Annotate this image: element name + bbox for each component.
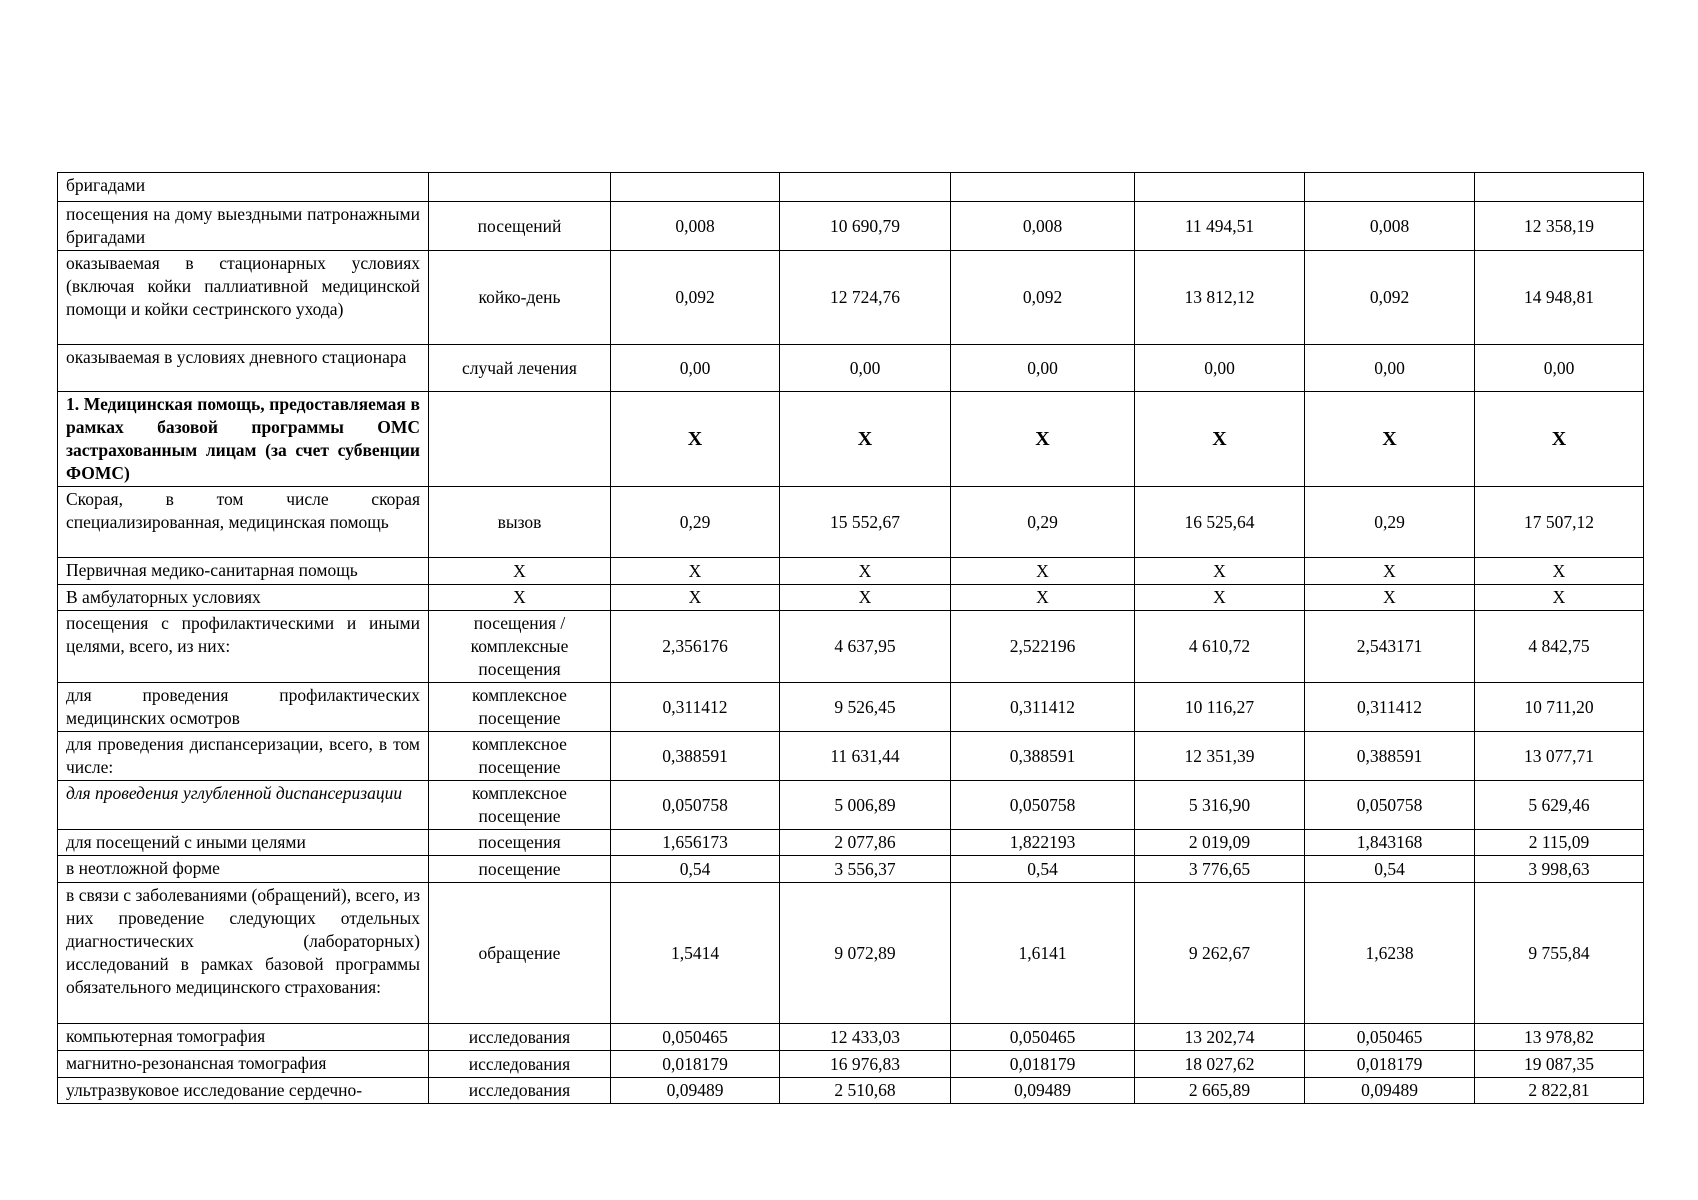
row-name-cell: оказываемая в условиях дневного стационара bbox=[58, 345, 429, 392]
row-value-cell: X bbox=[951, 392, 1135, 487]
row-value-cell: 0,09489 bbox=[1305, 1078, 1475, 1104]
table-row bbox=[58, 585, 1644, 611]
row-unit-cell: посещения / комплексные посещения bbox=[429, 611, 611, 683]
row-value-cell: 5 629,46 bbox=[1475, 781, 1644, 830]
row-value-cell bbox=[1475, 173, 1644, 202]
row-value-cell: 10 116,27 bbox=[1135, 683, 1305, 732]
row-value-cell: 5 316,90 bbox=[1135, 781, 1305, 830]
row-value-cell: 3 998,63 bbox=[1475, 856, 1644, 883]
row-value-cell: 2,356176 bbox=[611, 611, 780, 683]
row-value-cell: 1,5414 bbox=[611, 883, 780, 1024]
row-name-cell: для проведения диспансеризации, всего, в том числе: bbox=[58, 732, 429, 781]
row-unit-cell: посещений bbox=[429, 202, 611, 251]
row-value-cell: 11 494,51 bbox=[1135, 202, 1305, 251]
row-value-cell: 9 262,67 bbox=[1135, 883, 1305, 1024]
row-value-cell: 16 525,64 bbox=[1135, 487, 1305, 558]
row-unit-cell: комплексное посещение bbox=[429, 683, 611, 732]
row-value-cell: 0,050465 bbox=[1305, 1024, 1475, 1051]
row-value-cell: 3 776,65 bbox=[1135, 856, 1305, 883]
table-row bbox=[58, 883, 1644, 1024]
row-value-cell: X bbox=[611, 392, 780, 487]
row-value-cell: X bbox=[1305, 392, 1475, 487]
row-unit-cell: случай лечения bbox=[429, 345, 611, 392]
row-value-cell: 0,388591 bbox=[1305, 732, 1475, 781]
row-unit-cell: исследования bbox=[429, 1024, 611, 1051]
row-name-cell: для проведения профилактических медицинских осмотров bbox=[58, 683, 429, 732]
table-row bbox=[58, 781, 1644, 830]
row-value-cell: 0,00 bbox=[611, 345, 780, 392]
row-value-cell: 0,54 bbox=[1305, 856, 1475, 883]
row-value-cell: 0,311412 bbox=[951, 683, 1135, 732]
row-unit-cell: посещения bbox=[429, 830, 611, 856]
row-name-cell: бригадами bbox=[58, 173, 429, 202]
table-row bbox=[58, 558, 1644, 585]
row-value-cell bbox=[1135, 173, 1305, 202]
row-value-cell: X bbox=[1305, 558, 1475, 585]
row-value-cell: 0,00 bbox=[951, 345, 1135, 392]
row-name-cell: в неотложной форме bbox=[58, 856, 429, 883]
row-value-cell: X bbox=[611, 558, 780, 585]
row-value-cell: 1,6238 bbox=[1305, 883, 1475, 1024]
table-row bbox=[58, 392, 1644, 487]
table-row bbox=[58, 1024, 1644, 1051]
row-value-cell bbox=[1305, 173, 1475, 202]
row-value-cell: 0,00 bbox=[1475, 345, 1644, 392]
row-value-cell: 0,311412 bbox=[611, 683, 780, 732]
row-value-cell: 0,29 bbox=[1305, 487, 1475, 558]
table-row bbox=[58, 345, 1644, 392]
row-value-cell: 0,54 bbox=[951, 856, 1135, 883]
row-value-cell: 0,092 bbox=[951, 251, 1135, 345]
row-value-cell: 0,388591 bbox=[611, 732, 780, 781]
row-value-cell: 0,092 bbox=[1305, 251, 1475, 345]
row-value-cell: 14 948,81 bbox=[1475, 251, 1644, 345]
row-unit-cell: исследования bbox=[429, 1078, 611, 1104]
row-unit-cell: койко-день bbox=[429, 251, 611, 345]
row-value-cell: 9 755,84 bbox=[1475, 883, 1644, 1024]
row-value-cell: 19 087,35 bbox=[1475, 1051, 1644, 1078]
row-value-cell: 4 610,72 bbox=[1135, 611, 1305, 683]
row-value-cell: 2 510,68 bbox=[780, 1078, 951, 1104]
row-value-cell: 0,54 bbox=[611, 856, 780, 883]
row-value-cell: 2 822,81 bbox=[1475, 1078, 1644, 1104]
row-value-cell: 1,656173 bbox=[611, 830, 780, 856]
row-value-cell: 18 027,62 bbox=[1135, 1051, 1305, 1078]
row-value-cell: 0,09489 bbox=[611, 1078, 780, 1104]
row-value-cell: 0,29 bbox=[611, 487, 780, 558]
row-unit-cell: вызов bbox=[429, 487, 611, 558]
row-value-cell: X bbox=[1135, 585, 1305, 611]
row-value-cell: 0,050758 bbox=[611, 781, 780, 830]
row-name-cell: Первичная медико-санитарная помощь bbox=[58, 558, 429, 585]
table-row bbox=[58, 202, 1644, 251]
row-value-cell: 4 842,75 bbox=[1475, 611, 1644, 683]
row-value-cell: 11 631,44 bbox=[780, 732, 951, 781]
row-value-cell: 2,522196 bbox=[951, 611, 1135, 683]
row-value-cell: X bbox=[1135, 392, 1305, 487]
row-value-cell: 0,00 bbox=[1305, 345, 1475, 392]
row-value-cell: 2 019,09 bbox=[1135, 830, 1305, 856]
row-value-cell: 13 077,71 bbox=[1475, 732, 1644, 781]
row-value-cell: 13 202,74 bbox=[1135, 1024, 1305, 1051]
row-unit-cell bbox=[429, 173, 611, 202]
row-value-cell: X bbox=[1475, 558, 1644, 585]
row-unit-cell: посещение bbox=[429, 856, 611, 883]
row-value-cell: 12 351,39 bbox=[1135, 732, 1305, 781]
row-name-cell: в связи с заболеваниями (обращений), всего, из них проведение следующих отдельных диагностических (лабораторных) исследований в рамках базовой программы обязательного медицинского страхования: bbox=[58, 883, 429, 1024]
row-value-cell: 12 358,19 bbox=[1475, 202, 1644, 251]
row-value-cell: 0,018179 bbox=[1305, 1051, 1475, 1078]
row-value-cell: 5 006,89 bbox=[780, 781, 951, 830]
row-unit-cell: исследования bbox=[429, 1051, 611, 1078]
row-name-cell: посещения с профилактическими и иными целями, всего, из них: bbox=[58, 611, 429, 683]
row-value-cell: 16 976,83 bbox=[780, 1051, 951, 1078]
row-value-cell: 0,008 bbox=[1305, 202, 1475, 251]
table-row bbox=[58, 830, 1644, 856]
row-value-cell: 0,050465 bbox=[951, 1024, 1135, 1051]
row-value-cell: X bbox=[951, 585, 1135, 611]
row-value-cell: X bbox=[1475, 392, 1644, 487]
row-value-cell: X bbox=[1475, 585, 1644, 611]
row-value-cell bbox=[780, 173, 951, 202]
table-row bbox=[58, 856, 1644, 883]
row-value-cell: 1,843168 bbox=[1305, 830, 1475, 856]
row-unit-cell bbox=[429, 392, 611, 487]
row-value-cell: 0,050758 bbox=[1305, 781, 1475, 830]
table-row bbox=[58, 1051, 1644, 1078]
row-value-cell bbox=[951, 173, 1135, 202]
row-value-cell: X bbox=[780, 392, 951, 487]
row-unit-cell: комплексное посещение bbox=[429, 781, 611, 830]
row-name-cell: компьютерная томография bbox=[58, 1024, 429, 1051]
row-value-cell: X bbox=[780, 585, 951, 611]
table-row bbox=[58, 251, 1644, 345]
row-name-cell: ультразвуковое исследование сердечно- bbox=[58, 1078, 429, 1104]
row-value-cell bbox=[611, 173, 780, 202]
row-value-cell: 0,018179 bbox=[611, 1051, 780, 1078]
row-value-cell: X bbox=[1135, 558, 1305, 585]
table-row bbox=[58, 732, 1644, 781]
row-value-cell: 17 507,12 bbox=[1475, 487, 1644, 558]
row-value-cell: 9 072,89 bbox=[780, 883, 951, 1024]
row-name-cell: магнитно-резонансная томография bbox=[58, 1051, 429, 1078]
row-value-cell: 2,543171 bbox=[1305, 611, 1475, 683]
row-value-cell: 10 711,20 bbox=[1475, 683, 1644, 732]
row-value-cell: 0,29 bbox=[951, 487, 1135, 558]
row-name-cell: для посещений с иными целями bbox=[58, 830, 429, 856]
row-unit-cell: X bbox=[429, 558, 611, 585]
row-value-cell: 13 978,82 bbox=[1475, 1024, 1644, 1051]
row-value-cell: 0,09489 bbox=[951, 1078, 1135, 1104]
row-value-cell: 15 552,67 bbox=[780, 487, 951, 558]
row-unit-cell: комплексное посещение bbox=[429, 732, 611, 781]
table-body bbox=[58, 173, 1644, 1104]
row-name-cell: В амбулаторных условиях bbox=[58, 585, 429, 611]
row-value-cell: 0,092 bbox=[611, 251, 780, 345]
row-value-cell: 0,018179 bbox=[951, 1051, 1135, 1078]
row-value-cell: 1,6141 bbox=[951, 883, 1135, 1024]
row-value-cell: 12 724,76 bbox=[780, 251, 951, 345]
row-value-cell: 2 665,89 bbox=[1135, 1078, 1305, 1104]
row-value-cell: 1,822193 bbox=[951, 830, 1135, 856]
row-name-cell: оказываемая в стационарных условиях (включая койки паллиативной медицинской помощи и койки сестринского ухода) bbox=[58, 251, 429, 345]
row-value-cell: 0,008 bbox=[951, 202, 1135, 251]
row-value-cell: X bbox=[1305, 585, 1475, 611]
row-value-cell: 0,00 bbox=[1135, 345, 1305, 392]
row-name-cell: Скорая, в том числе скорая специализированная, медицинская помощь bbox=[58, 487, 429, 558]
row-value-cell: 10 690,79 bbox=[780, 202, 951, 251]
row-value-cell: 3 556,37 bbox=[780, 856, 951, 883]
row-value-cell: 9 526,45 bbox=[780, 683, 951, 732]
row-unit-cell: X bbox=[429, 585, 611, 611]
row-value-cell: 12 433,03 bbox=[780, 1024, 951, 1051]
row-name-cell: для проведения углубленной диспансеризации bbox=[58, 781, 429, 830]
row-value-cell: X bbox=[951, 558, 1135, 585]
row-value-cell: 0,050758 bbox=[951, 781, 1135, 830]
row-value-cell: 0,050465 bbox=[611, 1024, 780, 1051]
table-row bbox=[58, 1078, 1644, 1104]
row-value-cell: 2 115,09 bbox=[1475, 830, 1644, 856]
row-value-cell: 2 077,86 bbox=[780, 830, 951, 856]
medical-care-standards-table bbox=[57, 172, 1644, 1104]
row-value-cell: 4 637,95 bbox=[780, 611, 951, 683]
row-name-cell: посещения на дому выездными патронажными бригадами bbox=[58, 202, 429, 251]
row-name-cell: 1. Медицинская помощь, предоставляемая в рамках базовой программы ОМС застрахованным лицам (за счет субвенции ФОМС) bbox=[58, 392, 429, 487]
row-value-cell: 13 812,12 bbox=[1135, 251, 1305, 345]
row-value-cell: 0,388591 bbox=[951, 732, 1135, 781]
row-value-cell: X bbox=[780, 558, 951, 585]
row-value-cell: 0,008 bbox=[611, 202, 780, 251]
table-row bbox=[58, 611, 1644, 683]
row-unit-cell: обращение bbox=[429, 883, 611, 1024]
table-row bbox=[58, 487, 1644, 558]
row-value-cell: X bbox=[611, 585, 780, 611]
table-row bbox=[58, 683, 1644, 732]
row-value-cell: 0,311412 bbox=[1305, 683, 1475, 732]
table-row bbox=[58, 173, 1644, 202]
row-value-cell: 0,00 bbox=[780, 345, 951, 392]
